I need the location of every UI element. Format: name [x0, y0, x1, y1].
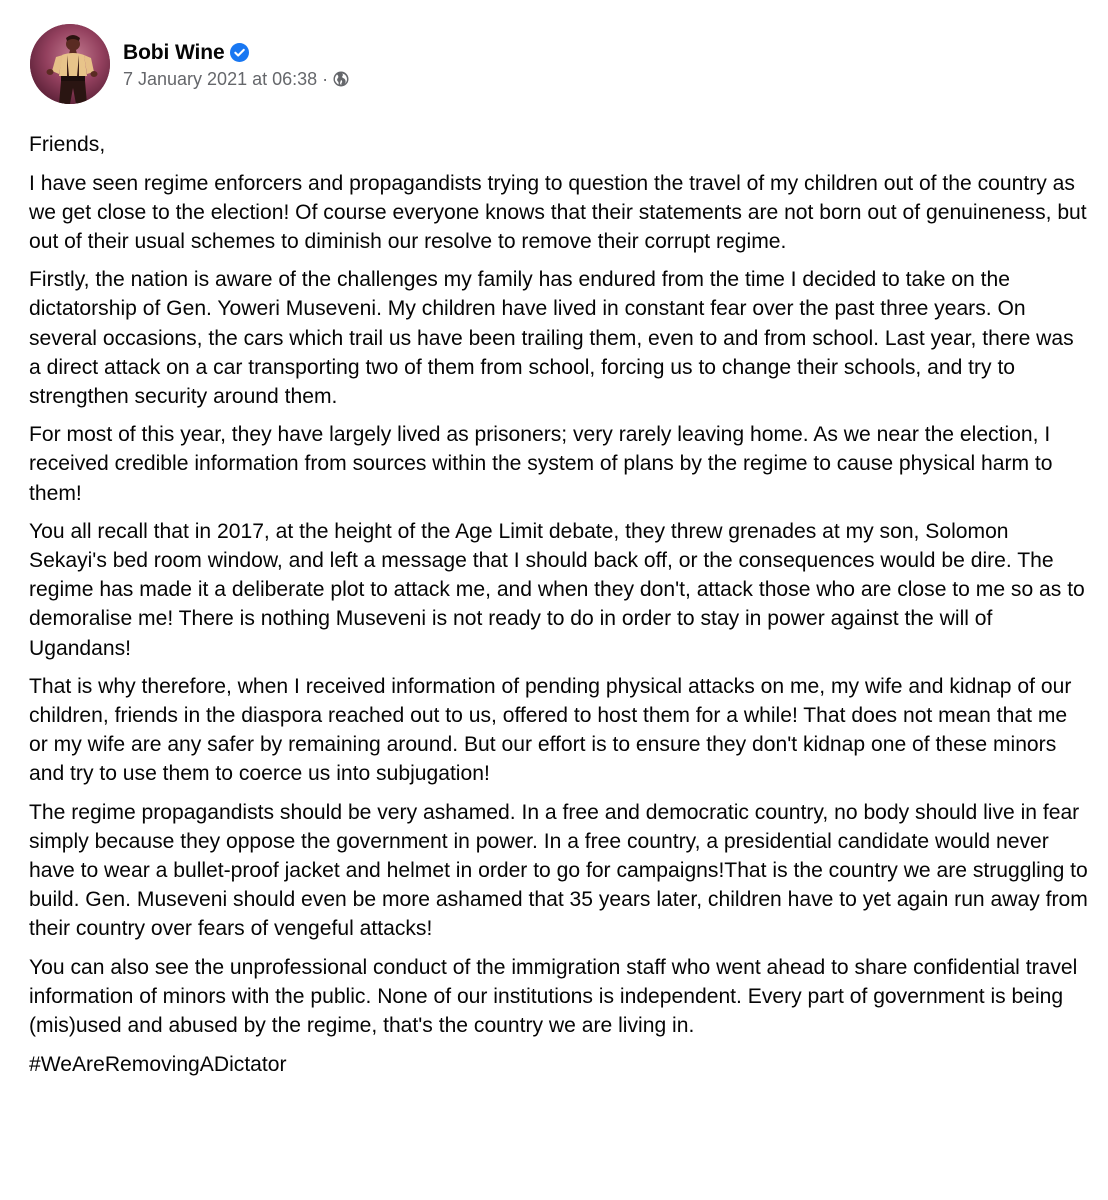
- post-paragraph: The regime propagandists should be very ashamed. In a free and democratic country, no body should live in fear simply because they oppose the government in power. In a free country, a presidential candidate would never have to wear a bullet-proof jacket and helmet in order to go for campaigns!That is the country we are struggling to build. Gen. Museveni should even be more ashamed that 35 years later, children have to yet again run away from their country over fears of vengeful attacks!: [29, 800, 1088, 941]
- post-timestamp[interactable]: 7 January 2021 at 06:38: [123, 68, 318, 89]
- post-paragraph: Firstly, the nation is aware of the challenges my family has endured from the time I decided to take on the dictatorship of Gen. Yoweri Museveni. My children have lived in constant fear over the past three years. On several occasions, the cars which trail us have been trailing them, even to and from school. Last year, there was a direct attack on a car transporting two of them from school, forcing us to change their schools, and try to strengthen security around them.: [29, 268, 1074, 408]
- post-paragraph: I have seen regime enforcers and propagandists trying to question the travel of my children out of the country as we get close to the election! Of course everyone knows that their statements are not born out of genuineness, but out of their usual schemes to diminish our resolve to remove their corrupt regime.: [29, 171, 1087, 253]
- post-paragraph: You can also see the unprofessional conduct of the immigration staff who went ahead to share confidential travel information of minors with the public. None of our institutions is independent. Every part of government is being (mis)used and abused by the regime, that's the country we are living in.: [29, 955, 1078, 1038]
- post-meta: [123, 69, 349, 90]
- post-paragraph: Friends,: [29, 133, 106, 156]
- globe-icon[interactable]: [333, 71, 349, 87]
- author-name[interactable]: Bobi Wine: [123, 40, 225, 64]
- verified-badge-icon: [230, 43, 249, 62]
- avatar-photo: [30, 24, 110, 104]
- hashtag-link[interactable]: #WeAreRemovingADictator: [29, 1052, 287, 1076]
- post-paragraph: For most of this year, they have largely lived as prisoners; very rarely leaving home. As we near the election, I received credible information from sources within the system of plans by the regime to cause physical harm to them!: [29, 423, 1053, 505]
- post-body: [29, 130, 1091, 1088]
- post-header: [30, 24, 349, 104]
- author-row: [123, 39, 349, 67]
- post-header-text: [123, 39, 349, 90]
- avatar[interactable]: [30, 24, 110, 104]
- post-paragraph: You all recall that in 2017, at the height of the Age Limit debate, they threw grenades at my son, Solomon Sekayi's bed room window, and left a message that I should back off, or the consequences would be dire. The regime has made it a deliberate plot to attack me, and when they don't, attack those who are close to me so as to demoralise me! There is nothing Museveni is not ready to do in order to stay in power against the will of Ugandans!: [29, 520, 1085, 660]
- post-paragraph: That is why therefore, when I received information of pending physical attacks on me, my wife and kidnap of our children, friends in the diaspora reached out to us, offered to host them for a while! That does not mean that me or my wife are any safer by remaining around. But our effort is to ensure they don't kidnap one of these minors and try to use them to coerce us into subjugation!: [29, 675, 1072, 786]
- meta-separator: ·: [322, 68, 329, 89]
